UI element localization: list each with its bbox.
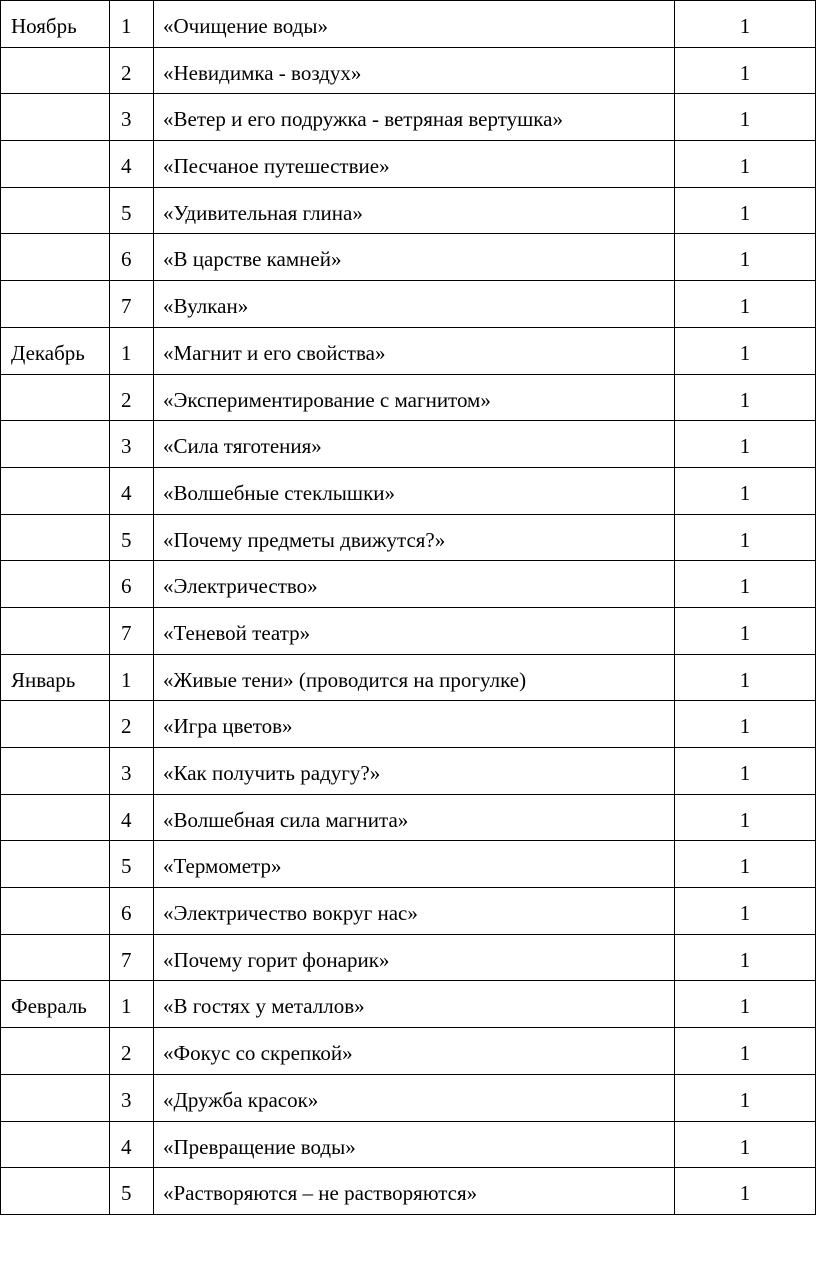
lesson-number: 5 — [121, 527, 132, 552]
number-cell — [110, 981, 154, 1028]
month-cell — [1, 888, 110, 935]
lesson-topic: «Почему предметы движутся?» — [163, 527, 446, 552]
month-cell — [1, 607, 110, 654]
lesson-number: 4 — [121, 1134, 132, 1159]
hours-cell — [675, 421, 816, 468]
hours-cell — [675, 1028, 816, 1075]
number-cell — [110, 187, 154, 234]
lesson-hours: 1 — [739, 247, 751, 272]
month-label — [1, 1028, 109, 1043]
topic-cell — [154, 1, 675, 48]
month-label — [1, 515, 109, 530]
month-label: Ноябрь — [11, 14, 77, 38]
lesson-number: 2 — [121, 1041, 132, 1066]
month-label — [1, 608, 109, 623]
month-label — [1, 841, 109, 856]
topic-cell — [154, 654, 675, 701]
number-cell — [110, 47, 154, 94]
month-label — [1, 701, 109, 716]
lesson-topic: «Живые тени» (проводится на прогулке) — [163, 667, 527, 692]
hours-cell — [675, 841, 816, 888]
table-row — [1, 1, 816, 48]
topic-cell — [154, 47, 675, 94]
lesson-hours: 1 — [739, 200, 751, 225]
hours-cell — [675, 1, 816, 48]
month-cell — [1, 141, 110, 188]
table-row — [1, 841, 816, 888]
number-cell — [110, 794, 154, 841]
lesson-hours: 1 — [739, 527, 751, 552]
hours-cell — [675, 94, 816, 141]
number-cell — [110, 1168, 154, 1215]
hours-cell — [675, 281, 816, 328]
month-cell — [1, 1168, 110, 1215]
lesson-topic: «Волшебные стеклышки» — [163, 480, 396, 505]
month-cell — [1, 841, 110, 888]
lesson-topic: «Дружба красок» — [163, 1087, 319, 1112]
hours-cell — [675, 748, 816, 795]
lesson-topic: «Теневой театр» — [163, 620, 311, 645]
month-label: Февраль — [11, 994, 87, 1019]
lesson-hours: 1 — [739, 294, 751, 319]
month-cell — [1, 1121, 110, 1168]
month-label — [1, 795, 109, 810]
month-cell — [1, 281, 110, 328]
hours-cell — [675, 934, 816, 981]
lesson-hours: 1 — [739, 714, 751, 739]
topic-cell — [154, 141, 675, 188]
table-row — [1, 701, 816, 748]
month-label — [1, 188, 109, 203]
topic-cell — [154, 1074, 675, 1121]
hours-cell — [675, 607, 816, 654]
month-cell — [1, 794, 110, 841]
lesson-topic: «Удивительная глина» — [163, 200, 363, 225]
month-label — [1, 48, 109, 63]
topic-cell — [154, 934, 675, 981]
topic-cell — [154, 1028, 675, 1075]
lesson-number: 1 — [121, 667, 132, 692]
hours-cell — [675, 514, 816, 561]
table-row — [1, 374, 816, 421]
lesson-number: 6 — [121, 247, 132, 272]
month-label — [1, 94, 109, 109]
lesson-hours: 1 — [739, 387, 751, 412]
lesson-number: 4 — [121, 807, 132, 832]
number-cell — [110, 654, 154, 701]
topic-cell — [154, 1168, 675, 1215]
topic-cell — [154, 374, 675, 421]
hours-cell — [675, 981, 816, 1028]
table-row — [1, 934, 816, 981]
lesson-hours: 1 — [739, 574, 751, 599]
lesson-topic: «Растворяются – не растворяются» — [163, 1181, 478, 1206]
hours-cell — [675, 1074, 816, 1121]
table-row — [1, 748, 816, 795]
lesson-hours: 1 — [739, 901, 751, 926]
hours-cell — [675, 327, 816, 374]
month-cell — [1, 374, 110, 421]
month-label — [1, 1122, 109, 1137]
hours-cell — [675, 888, 816, 935]
lesson-topic: «Электричество» — [163, 574, 318, 599]
lesson-topic: «Сила тяготения» — [163, 434, 322, 459]
month-cell — [1, 1028, 110, 1075]
table-row — [1, 561, 816, 608]
lesson-number: 5 — [121, 200, 132, 225]
table-row — [1, 794, 816, 841]
month-cell — [1, 421, 110, 468]
lesson-number: 7 — [121, 294, 132, 319]
month-label — [1, 748, 109, 763]
month-cell — [1, 94, 110, 141]
lesson-hours: 1 — [739, 60, 751, 85]
topic-cell — [154, 561, 675, 608]
month-cell — [1, 654, 110, 701]
lesson-hours: 1 — [739, 107, 751, 132]
month-label: Декабрь — [11, 340, 85, 365]
table-row — [1, 654, 816, 701]
topic-cell — [154, 701, 675, 748]
lesson-topic: «Как получить радугу?» — [163, 761, 381, 785]
lesson-hours: 1 — [739, 154, 751, 179]
number-cell — [110, 467, 154, 514]
lesson-topic: «Экспериментирование с магнитом» — [163, 387, 491, 412]
table-row — [1, 421, 816, 468]
lesson-number: 3 — [121, 107, 132, 132]
hours-cell — [675, 794, 816, 841]
lesson-number: 1 — [121, 994, 132, 1019]
month-label — [1, 141, 109, 156]
month-cell — [1, 47, 110, 94]
hours-cell — [675, 467, 816, 514]
table-row — [1, 981, 816, 1028]
number-cell — [110, 1121, 154, 1168]
lesson-number: 2 — [121, 60, 132, 85]
hours-cell — [675, 1121, 816, 1168]
number-cell — [110, 1, 154, 48]
month-label — [1, 281, 109, 296]
lesson-hours: 1 — [739, 807, 751, 832]
month-cell — [1, 327, 110, 374]
topic-cell — [154, 94, 675, 141]
lesson-topic: «Термометр» — [163, 854, 282, 879]
lesson-hours: 1 — [739, 14, 751, 38]
number-cell — [110, 701, 154, 748]
month-cell — [1, 1074, 110, 1121]
number-cell — [110, 421, 154, 468]
number-cell — [110, 1074, 154, 1121]
number-cell — [110, 748, 154, 795]
table-row — [1, 187, 816, 234]
month-cell — [1, 514, 110, 561]
table-row — [1, 47, 816, 94]
month-label — [1, 888, 109, 903]
number-cell — [110, 281, 154, 328]
month-label — [1, 561, 109, 576]
number-cell — [110, 1028, 154, 1075]
lesson-number: 3 — [121, 434, 132, 459]
topic-cell — [154, 607, 675, 654]
hours-cell — [675, 654, 816, 701]
lesson-number: 7 — [121, 947, 132, 972]
topic-cell — [154, 281, 675, 328]
month-cell — [1, 934, 110, 981]
lesson-topic: «В гостях у металлов» — [163, 994, 365, 1019]
month-label — [1, 1168, 109, 1183]
lesson-number: 4 — [121, 480, 132, 505]
lesson-hours: 1 — [739, 340, 751, 365]
topic-cell — [154, 981, 675, 1028]
lesson-number: 3 — [121, 761, 132, 785]
table-row — [1, 327, 816, 374]
lesson-hours: 1 — [739, 480, 751, 505]
lesson-number: 3 — [121, 1087, 132, 1112]
lesson-topic: «Электричество вокруг нас» — [163, 901, 418, 926]
lesson-topic: «Почему горит фонарик» — [163, 947, 390, 972]
number-cell — [110, 234, 154, 281]
number-cell — [110, 141, 154, 188]
month-label — [1, 468, 109, 483]
month-label — [1, 375, 109, 390]
topic-cell — [154, 841, 675, 888]
schedule-table-body — [1, 1, 816, 1215]
number-cell — [110, 888, 154, 935]
lesson-number: 2 — [121, 714, 132, 739]
hours-cell — [675, 187, 816, 234]
month-label — [1, 421, 109, 436]
topic-cell — [154, 421, 675, 468]
lesson-hours: 1 — [739, 947, 751, 972]
month-cell — [1, 1, 110, 48]
table-row — [1, 1121, 816, 1168]
lesson-number: 7 — [121, 620, 132, 645]
topic-cell — [154, 327, 675, 374]
table-row — [1, 1028, 816, 1075]
lesson-number: 2 — [121, 387, 132, 412]
month-cell — [1, 187, 110, 234]
month-label — [1, 1075, 109, 1090]
lesson-topic: «Волшебная сила магнита» — [163, 807, 409, 832]
topic-cell — [154, 514, 675, 561]
lesson-topic: «Песчаное путешествие» — [163, 154, 390, 179]
lesson-topic: «Очищение воды» — [163, 14, 328, 38]
number-cell — [110, 514, 154, 561]
table-row — [1, 467, 816, 514]
month-cell — [1, 748, 110, 795]
number-cell — [110, 561, 154, 608]
lesson-hours: 1 — [739, 1087, 751, 1112]
lesson-number: 5 — [121, 1181, 132, 1206]
lesson-hours: 1 — [739, 1181, 751, 1206]
table-row — [1, 234, 816, 281]
table-row — [1, 1074, 816, 1121]
lesson-number: 6 — [121, 574, 132, 599]
lesson-topic: «В царстве камней» — [163, 247, 342, 272]
table-row — [1, 514, 816, 561]
lesson-topic: «Ветер и его подружка - ветряная вертушка» — [163, 107, 563, 132]
month-cell — [1, 701, 110, 748]
number-cell — [110, 841, 154, 888]
month-label — [1, 234, 109, 249]
month-label — [1, 935, 109, 950]
lesson-hours: 1 — [739, 994, 751, 1019]
lesson-hours: 1 — [739, 434, 751, 459]
topic-cell — [154, 234, 675, 281]
lesson-hours: 1 — [739, 1134, 751, 1159]
month-cell — [1, 234, 110, 281]
lesson-topic: «Игра цветов» — [163, 714, 293, 739]
hours-cell — [675, 1168, 816, 1215]
lesson-hours: 1 — [739, 667, 751, 692]
lesson-topic: «Фокус со скрепкой» — [163, 1041, 353, 1066]
lesson-hours: 1 — [739, 1041, 751, 1066]
lesson-topic: «Вулкан» — [163, 294, 249, 319]
table-row — [1, 281, 816, 328]
lesson-number: 1 — [121, 14, 132, 38]
topic-cell — [154, 794, 675, 841]
table-row — [1, 607, 816, 654]
table-row — [1, 94, 816, 141]
hours-cell — [675, 701, 816, 748]
topic-cell — [154, 888, 675, 935]
topic-cell — [154, 187, 675, 234]
number-cell — [110, 327, 154, 374]
hours-cell — [675, 374, 816, 421]
month-cell — [1, 467, 110, 514]
month-cell — [1, 561, 110, 608]
lesson-hours: 1 — [739, 620, 751, 645]
lesson-number: 5 — [121, 854, 132, 879]
number-cell — [110, 94, 154, 141]
number-cell — [110, 607, 154, 654]
lesson-number: 1 — [121, 340, 132, 365]
table-row — [1, 888, 816, 935]
lesson-number: 4 — [121, 154, 132, 179]
topic-cell — [154, 748, 675, 795]
lesson-number: 6 — [121, 901, 132, 926]
lesson-hours: 1 — [739, 761, 751, 785]
hours-cell — [675, 561, 816, 608]
number-cell — [110, 934, 154, 981]
lesson-topic: «Невидимка - воздух» — [163, 60, 362, 85]
hours-cell — [675, 47, 816, 94]
lesson-hours: 1 — [739, 854, 751, 879]
topic-cell — [154, 467, 675, 514]
table-row — [1, 1168, 816, 1215]
table-row — [1, 141, 816, 188]
topic-cell — [154, 1121, 675, 1168]
lesson-topic: «Превращение воды» — [163, 1134, 356, 1159]
month-label: Январь — [11, 667, 76, 692]
hours-cell — [675, 141, 816, 188]
number-cell — [110, 374, 154, 421]
hours-cell — [675, 234, 816, 281]
lesson-topic: «Магнит и его свойства» — [163, 340, 386, 365]
month-cell — [1, 981, 110, 1028]
